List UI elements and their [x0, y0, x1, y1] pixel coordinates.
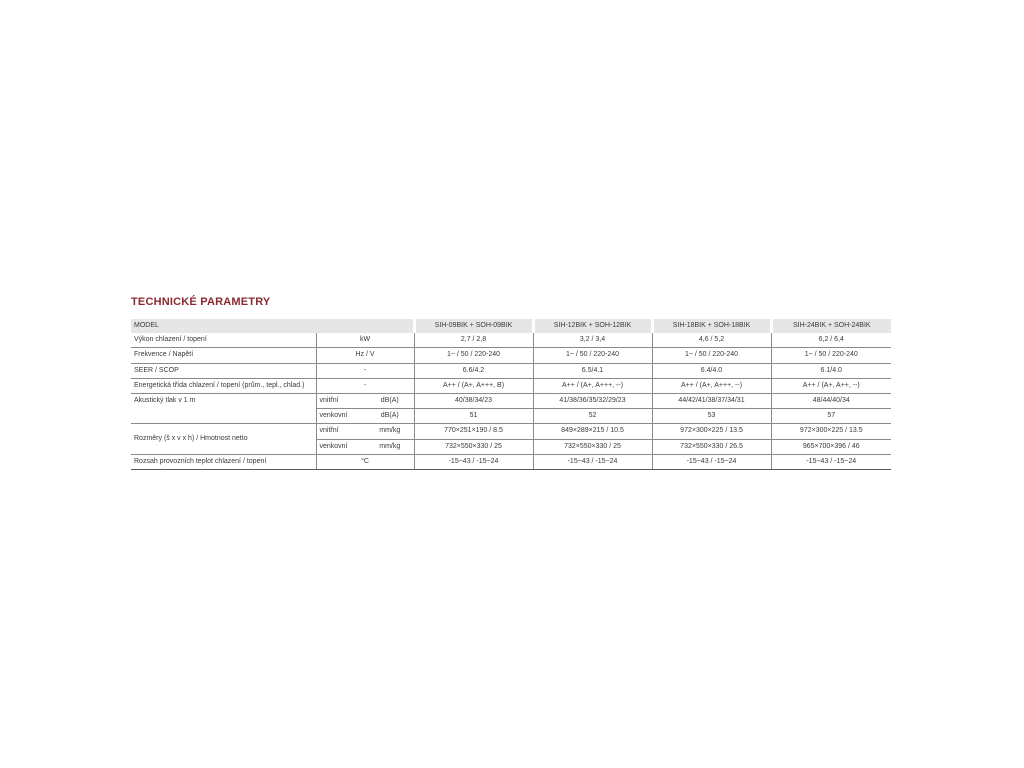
cell-value: A++ / (A+, A++, --)	[771, 378, 891, 393]
table-header-row	[131, 319, 891, 333]
row-unit: °C	[316, 454, 414, 469]
table-row	[131, 454, 891, 469]
model-name: SIH-24BIK + SOH-24BIK	[771, 319, 891, 333]
cell-value: 6.1/4.0	[771, 363, 891, 378]
row-label: Frekvence / Napětí	[131, 348, 316, 363]
sub-label: vnitřní	[316, 424, 366, 439]
cell-value: 732×550×330 / 25	[414, 439, 533, 454]
row-unit: -	[316, 378, 414, 393]
cell-value: 6.5/4.1	[533, 363, 652, 378]
cell-value: 770×251×190 / 8.5	[414, 424, 533, 439]
cell-value: 1~ / 50 / 220-240	[652, 348, 771, 363]
cell-value: 3,2 / 3,4	[533, 333, 652, 348]
cell-value: -15~43 / -15~24	[533, 454, 652, 469]
row-unit: dB(A)	[366, 393, 414, 408]
cell-value: A++ / (A+, A+++, B)	[414, 378, 533, 393]
table-row	[131, 393, 891, 408]
cell-value: 972×300×225 / 13.5	[771, 424, 891, 439]
page-title: TECHNICKÉ PARAMETRY	[131, 296, 271, 308]
table-row	[131, 333, 891, 348]
cell-value: 44/42/41/38/37/34/31	[652, 393, 771, 408]
row-unit: -	[316, 363, 414, 378]
cell-value: A++ / (A+, A+++, --)	[652, 378, 771, 393]
cell-value: 57	[771, 409, 891, 424]
cell-value: 4,6 / 5,2	[652, 333, 771, 348]
row-label: Akustický tlak v 1 m	[131, 393, 316, 423]
cell-value: 6,2 / 6,4	[771, 333, 891, 348]
cell-value: 1~ / 50 / 220-240	[414, 348, 533, 363]
row-unit: dB(A)	[366, 409, 414, 424]
row-unit: kW	[316, 333, 414, 348]
sub-label: vnitřní	[316, 393, 366, 408]
cell-value: 40/38/34/23	[414, 393, 533, 408]
cell-value: -15~43 / -15~24	[771, 454, 891, 469]
cell-value: 732×550×330 / 26.5	[652, 439, 771, 454]
model-name: SIH-09BIK + SOH-09BIK	[414, 319, 533, 333]
cell-value: 6.6/4.2	[414, 363, 533, 378]
cell-value: 2,7 / 2,8	[414, 333, 533, 348]
cell-value: 6.4/4.0	[652, 363, 771, 378]
cell-value: -15~43 / -15~24	[414, 454, 533, 469]
table-row	[131, 378, 891, 393]
row-label: SEER / SCOP	[131, 363, 316, 378]
cell-value: 41/38/36/35/32/29/23	[533, 393, 652, 408]
cell-value: 965×700×396 / 46	[771, 439, 891, 454]
model-name: SIH-12BIK + SOH-12BIK	[533, 319, 652, 333]
row-unit: mm/kg	[366, 424, 414, 439]
row-unit: Hz / V	[316, 348, 414, 363]
row-unit: mm/kg	[366, 439, 414, 454]
row-label: Rozsah provozních teplot chlazení / topení	[131, 454, 316, 469]
cell-value: 849×289×215 / 10.5	[533, 424, 652, 439]
cell-value: A++ / (A+, A+++, --)	[533, 378, 652, 393]
table-row	[131, 424, 891, 439]
cell-value: 1~ / 50 / 220-240	[771, 348, 891, 363]
cell-value: 52	[533, 409, 652, 424]
cell-value: 732×550×330 / 25	[533, 439, 652, 454]
cell-value: 51	[414, 409, 533, 424]
sub-label: venkovní	[316, 409, 366, 424]
model-name: SIH-18BIK + SOH-18BIK	[652, 319, 771, 333]
row-label: Výkon chlazení / topení	[131, 333, 316, 348]
model-label: MODEL	[131, 319, 414, 333]
cell-value: 1~ / 50 / 220-240	[533, 348, 652, 363]
table-row	[131, 348, 891, 363]
cell-value: 48/44/40/34	[771, 393, 891, 408]
technical-parameters-table	[131, 319, 891, 470]
cell-value: 53	[652, 409, 771, 424]
row-label: Energetická třída chlazení / topení (prům., tepl., chlad.)	[131, 378, 316, 393]
cell-value: 972×300×225 / 13.5	[652, 424, 771, 439]
sub-label: venkovní	[316, 439, 366, 454]
table-row	[131, 363, 891, 378]
row-label: Rozměry (š x v x h) / Hmotnost netto	[131, 424, 316, 454]
cell-value: -15~43 / -15~24	[652, 454, 771, 469]
